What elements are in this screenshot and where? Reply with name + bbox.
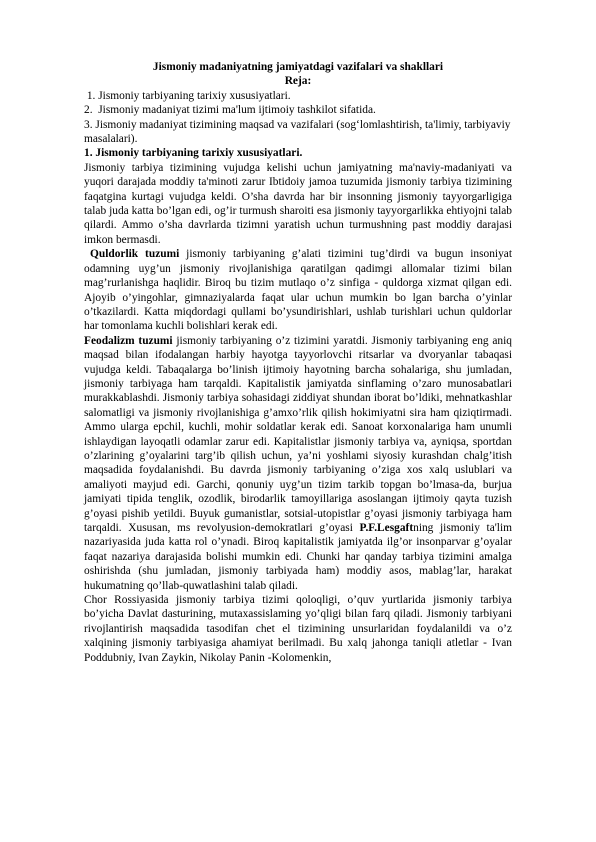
plan-item-1: 1. Jismoniy tarbiyaning tarixiy xususiyatlari. [84,89,291,102]
section-heading: 1. Jismoniy tarbiyaning tarixiy xususiyatlari. [84,147,303,160]
plan-heading: Reja: [284,75,312,88]
document-title: Jismoniy madaniyatning jamiyatdagi vazifalari va shakllari [152,61,444,73]
paragraph-4: Chor Rossiyasida jismoniy tarbiya tizimi qoloqligi, o’quv yurtlarida jismoniy tarbiya bo’yicha Davlat dasturining, mutaxassislaming yo’qligi bilan farq qiladi. Jismoniy tarbiyani rivojlantirish maqsadida tasodifan chet el tizimining unsurlaridan foydalanildi va o’z xalqining jismoniy tarbiyasiga ahamiyat berilmadi. Bu xalq jahonga taniqli atletlar - Ivan Poddubniy, Ivan Zaykin, Nikolay Panin -Kolomenkin, [84,594,512,664]
paragraph-3-lead: Feodalizm tuzumi [84,334,173,347]
paragraph-3 [84,334,512,593]
document-page [84,60,512,665]
plan-item-2: 2. Jismoniy madaniyat tizimi ma'lum ijtimoiy tashkilot sifatida. [84,104,376,117]
paragraph-3-text-a: jismoniy tarbiyaning o’z tizimini yaratdi. Jismoniy tarbiyaning eng aniq maqsad bilan ifodalangan harbiy hayotga tayyorlovchi ritsarlar va dvoryanlar tabaqasi vujudga keldi. Tabaqalarga bo’linish ijtimoiy hayotning barcha sohalariga, shu jumladan, jismoniy tarbiyaga ham tarqaldi. Kapitalistik jamiyatda sinflaming o’zaro munosabatlari murakkablashdi. Jismoniy tarbiya sohasidagi ziddiyat shundan iborat bo’ldiki, mehnatkashlar salomatligi va jismoniy rivojlanishiga g’amxo’rlik qilish hokimiyatni sira ham qiziqtirmadi. Ammo ularga epchil, kuchli, mohir soldatlar kerak edi. Sanoat korxonalariga ham unumli ishlaydigan layoqatli odamlar zarur edi. Kapitalistlar jismoniy tarbiya va, ayniqsa, sportdan o’zlarining g’oyalarini targ’ib qilish uchun, ya’ni yoshlami siyosiy kurashdan chalg’itish maqsadida foydalanishdi. Bu davrda jismoniy tarbiyaning o’ziga xos xalq uslublari va amaliyoti mayjud edi. Garchi, qonuniy uyg’un tizim tarkib topgan bo’lmasa-da, burjua jamiyati tipida tenglik, ozodlik, birodarlik tamoyillariga asoslangan ijtimoiy qayta tuzish g’oyasi pishib yetildi. Buyuk gumanistlar, sotsial-utopistlar g’oyasi jismoniy tarbiyaga ham tarqaldi. Xususan, ms revolyusion-demokratlari g’oyasi [84,334,512,534]
paragraph-2 [84,247,512,333]
paragraph-3-name: P.F.Lesgaft [359,522,414,534]
paragraph-2-text: jismoniy tarbiyaning g’alati tizimini tug’dirdi va bugun insoniyat odamning uyg’un jismoniy rivojlanishiga qaratilgan qadimgi allomalar tizimi bilan mag’rurlanishga haqlidir. Biroq bu tizim mutlaqo o’z sinfiga - quldorga xizmat qilgan edi. Ajoyib o’yingohlar, gimnaziyalarda faqat ular uchun mumkin bo lgan barcha o’yinlar o’tkazilardi. Katta miqdordagi qullami bo’ysundirishlari, ushlab turishlari uchun quldorlar har tomonlama kuchli bolishlari kerak edi. [84,248,512,333]
paragraph-2-lead: Quldorlik tuzumi [90,248,180,261]
paragraph-1: Jismoniy tarbiya tizimining vujudga kelishi uchun jamiyatning ma'naviy-madaniyati va yuqori darajada moddiy ta'minoti zarur Ibtidoiy jamoa tuzumida jismoniy tarbiya tizimining faqatgina kurtagi vujudga keldi. O’sha davrda har bir insonning jismoniy tayyorgarligiga talab juda katta bo’lgan edi, og’ir turmush sharoiti esa jismoniy tayyorgarlikka ehtiyojni talab qilardi. Ammo o’sha davrlarda tizimni yaratish uchun turmushning past moddiy darajasi imkon bermasdi. [84,161,512,246]
paragraph-3-text-b: ning jismoniy ta'lim nazariyasida juda katta rol o’ynadi. Biroq kapitalistik jamiyatda ilg’or insonparvar g’oyalar faqat nazariya darajasida bolishi mumkin edi. Chunki har qanday tarbiya tizimini amalga oshirishda (shu jumladan, jismoniy tarbiyada ham) moddiy asos, mablag’lar, harakat hukumatning qo’llab-quwatlashini talab qiladi. [84,522,512,592]
plan-item-3: 3. Jismoniy madaniyat tizimining maqsad va vazifalari (sog‘lomlashtirish, ta'limiy, tarbiyaviy masalalari). [84,118,511,146]
